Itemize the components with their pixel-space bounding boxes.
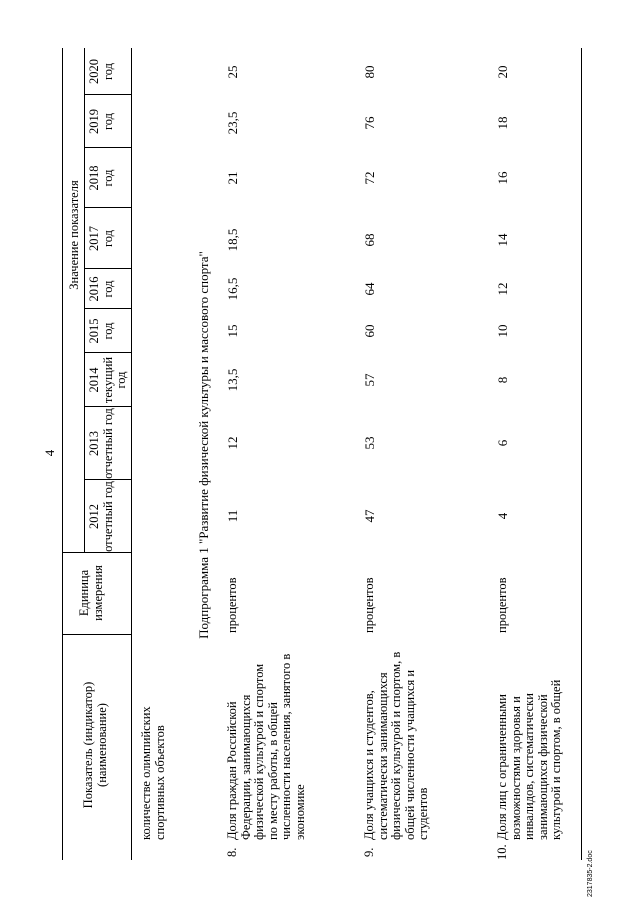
value-2016: 16,5 [225,277,240,301]
header-year-2014 [88,353,129,407]
table-top-border [62,48,63,860]
page-number: 4 [42,449,57,457]
value-2015: 15 [225,324,240,338]
header-indicator: Показатель (индикатор) (наименование) [81,681,109,809]
row-indicator-name: Доля граждан Российской Федерации, занимающихся физической культурой и спортом по месту работы, в общей численности населения, занятого в экономике [225,653,307,840]
value-2018: 16 [495,171,510,185]
year-sub: год [100,62,115,81]
row-number: 10. [495,844,509,860]
col-sep-indicator-unit [62,634,132,635]
header-unit: Единица измерения [77,565,105,621]
year-label: 2012 [87,504,101,529]
header-year-2019 [88,95,115,148]
value-2017: 18,5 [225,228,240,252]
value-2019: 18 [495,116,510,130]
value-2012: 4 [495,512,510,520]
row-unit: процентов [362,577,376,633]
year-sub: год [100,322,115,340]
year-label: 2019 [87,109,101,134]
value-2014: 13,5 [225,368,240,392]
values-group-divider [84,48,85,553]
year-sub: год [100,280,115,298]
row-number: 9. [362,847,376,857]
value-2012: 11 [225,509,240,523]
row-unit: процентов [225,577,239,633]
year-label: 2013 [87,431,101,456]
header-year-2018 [88,148,115,208]
value-2017: 68 [362,233,377,247]
year-sub: текущий год [100,356,128,404]
value-2018: 21 [225,171,240,185]
value-2012: 47 [362,509,377,523]
value-2020: 20 [495,65,510,79]
table-bottom-border [581,48,582,860]
value-2016: 12 [495,282,510,296]
year-sub: год [100,169,115,187]
value-2018: 72 [362,171,377,185]
file-name-footer: 2317835-2.doc [587,850,594,897]
header-year-2012 [88,480,115,553]
carryover-text: количестве олимпийских спортивных объектов [139,706,167,840]
row-indicator-name: Доля лиц с ограниченными возможностями здоровья и инвалидов, систематически занимающихся физической культурой и спортом, в общей [495,679,563,840]
year-sub: год [100,229,115,248]
value-2015: 60 [362,324,377,338]
year-sub: год [100,112,115,131]
value-2020: 25 [225,65,240,79]
year-label: 2015 [87,318,101,344]
header-bottom-border [131,48,132,860]
value-2013: 6 [495,439,510,447]
value-2017: 14 [495,233,510,247]
year-label: 2016 [87,276,101,302]
value-2020: 80 [362,65,377,79]
value-2019: 76 [362,116,377,130]
header-year-2020 [88,48,115,95]
year-sub: отчетный год [100,408,115,479]
value-2014: 8 [495,376,510,384]
header-year-2013 [88,407,115,480]
year-label: 2014 [87,367,101,393]
header-year-2017 [88,208,115,269]
header-year-2015 [88,309,115,353]
value-2014: 57 [362,373,377,387]
value-2015: 10 [495,324,510,338]
row-unit: процентов [495,577,509,633]
value-2019: 23,5 [225,111,240,135]
header-values-group: Значение показателя [67,180,81,290]
subprogram-title: Подпрограмма 1 "Развитие физической культуры и массового спорта" [196,251,211,639]
row-indicator-name: Доля учащихся и студентов, систематически занимающихся физической культурой и спортом, в общей численности учащихся и студентов [362,651,430,840]
year-label: 2020 [87,59,101,84]
value-2013: 53 [362,436,377,450]
value-2013: 12 [225,436,240,450]
year-sub: отчетный год [100,481,115,552]
year-label: 2018 [87,165,101,191]
year-label: 2017 [87,226,101,251]
header-year-2016 [88,269,115,309]
row-number: 8. [225,847,239,857]
value-2016: 64 [362,282,377,296]
